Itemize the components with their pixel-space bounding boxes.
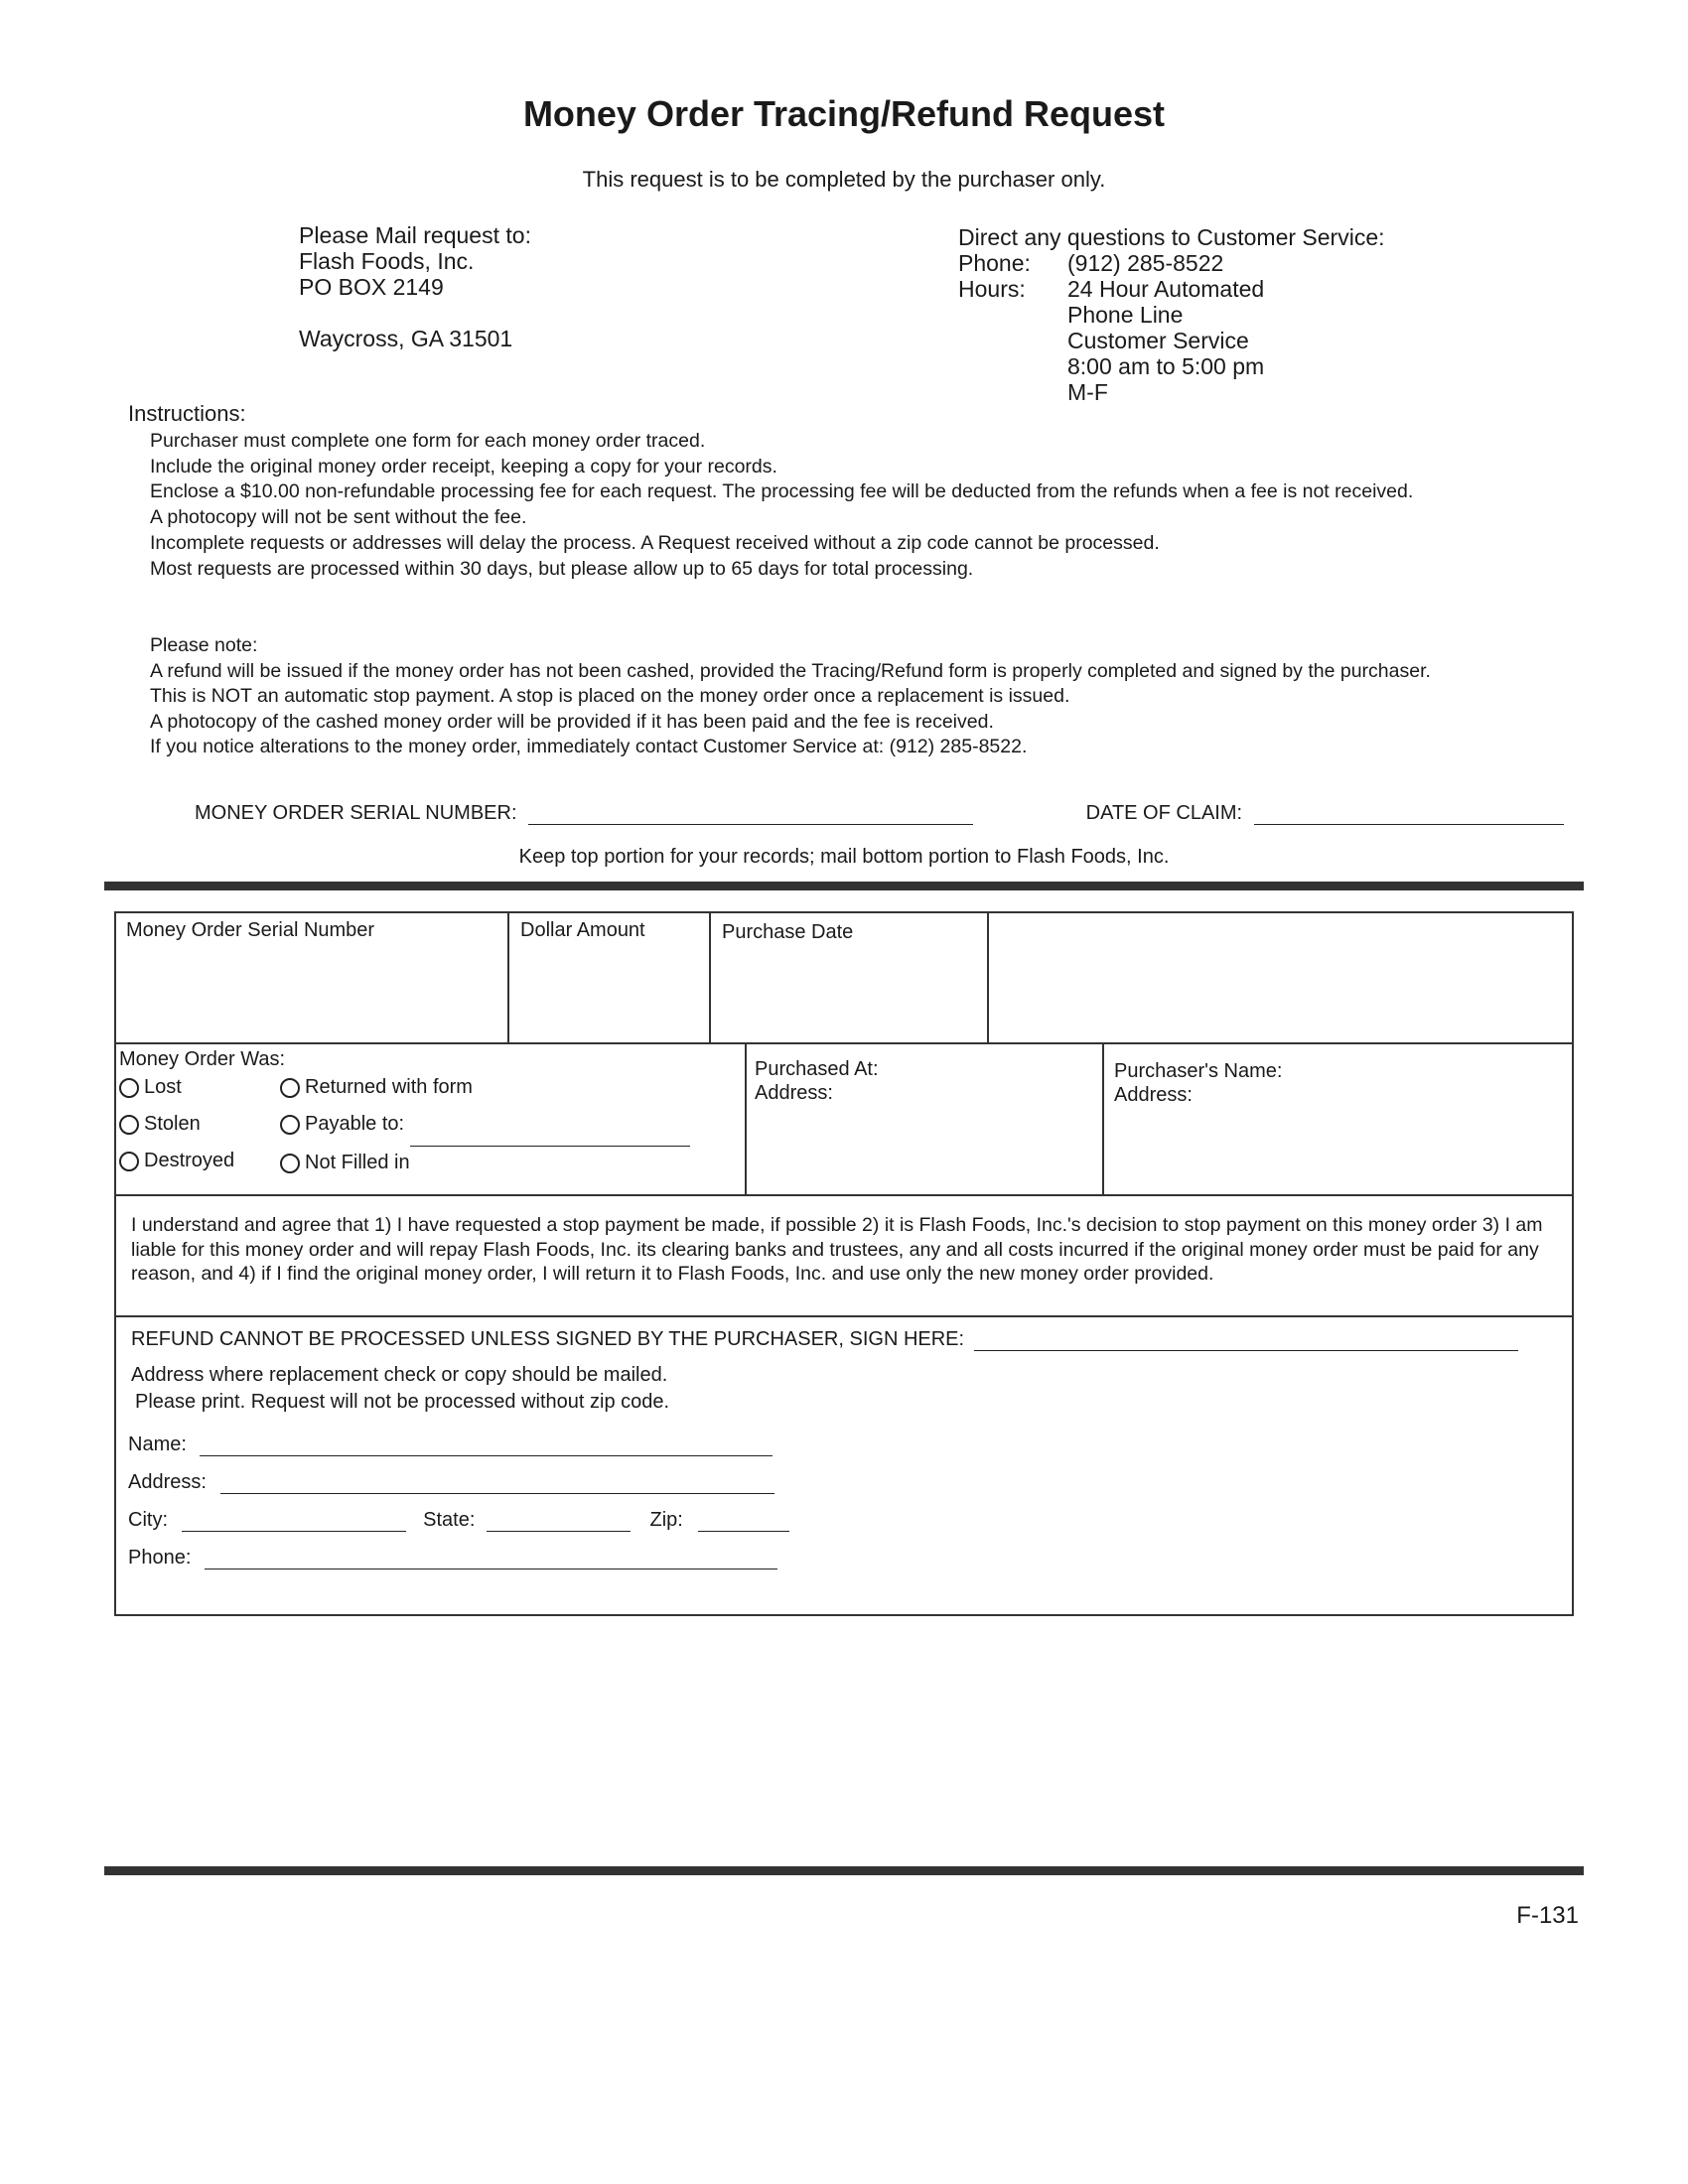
keep-top-note: Keep top portion for your records; mail bottom portion to Flash Foods, Inc.: [518, 846, 1170, 868]
divider: [709, 913, 711, 1042]
mail-city: Waycross, GA 31501: [299, 326, 513, 351]
city-state-zip-row: [128, 1509, 789, 1532]
date-of-claim-label: DATE OF CLAIM:: [1085, 802, 1243, 824]
radio-returned[interactable]: [280, 1076, 473, 1099]
instruction-item: A photocopy will not be sent without the fee.: [150, 506, 527, 529]
zip-field[interactable]: [698, 1509, 789, 1532]
city-field[interactable]: [182, 1509, 406, 1532]
mail-to-block: [299, 222, 531, 351]
divider: [507, 913, 509, 1042]
name-row: [128, 1433, 773, 1456]
address-row: [128, 1471, 774, 1494]
note-block: [150, 633, 1431, 760]
instruction-item: Purchaser must complete one form for each money order traced.: [150, 430, 706, 452]
mail-po-box: PO BOX 2149: [299, 274, 444, 300]
address-note: Please print. Request will not be processed without zip code.: [135, 1391, 670, 1413]
divider: [116, 1042, 1572, 1044]
signature-field[interactable]: [974, 1328, 1518, 1351]
note-item: If you notice alterations to the money order, immediately contact Customer Service at: (912) 285-8522.: [150, 736, 1028, 757]
payable-to-field[interactable]: [410, 1126, 690, 1147]
page-subtitle: This request is to be completed by the purchaser only.: [582, 167, 1106, 192]
instructions-list: [150, 429, 1413, 582]
divider: [1102, 1042, 1104, 1194]
radio-lost[interactable]: [119, 1076, 182, 1099]
radio-circle-icon: [280, 1154, 300, 1173]
contact-block: [958, 224, 1385, 405]
hours-line: Phone Line: [1067, 302, 1184, 328]
note-item: A photocopy of the cashed money order will be provided if it has been paid and the fee is received.: [150, 710, 994, 733]
date-of-claim-field[interactable]: [1254, 800, 1564, 825]
purchase-date-cell-label: Purchase Date: [722, 921, 854, 943]
radio-destroyed-label: Destroyed: [144, 1150, 235, 1171]
serial-claim-row: [195, 800, 1564, 825]
instruction-item: Include the original money order receipt, keeping a copy for your records.: [150, 455, 777, 478]
radio-circle-icon: [119, 1115, 139, 1135]
serial-number-cell-label: Money Order Serial Number: [126, 919, 375, 941]
instruction-item: Incomplete requests or addresses will delay the process. A Request received without a zip code cannot be processed.: [150, 531, 1160, 554]
address-field[interactable]: [220, 1471, 774, 1494]
purchaser-address-label: Address:: [1114, 1084, 1193, 1106]
hours-line: 8:00 am to 5:00 pm: [1067, 353, 1265, 379]
radio-circle-icon: [119, 1078, 139, 1098]
phone-row: [128, 1547, 777, 1570]
hours-line: 24 Hour Automated: [1067, 276, 1265, 302]
divider: [116, 1315, 1572, 1317]
serial-number-label: MONEY ORDER SERIAL NUMBER:: [195, 802, 517, 824]
purchased-at-address-label: Address:: [755, 1082, 833, 1104]
agreement-text: I understand and agree that 1) I have requested a stop payment be made, if possible 2) it is Flash Foods, Inc.'s decision to stop payment on this money order 3) I am liable for this money order and will repay Flash Foods, Inc. its clearing banks and trustees, any and all costs incurred if the original money order must be paid for any reason, and 4) if I find the original money order, I will return it to Flash Foods, Inc. and use only the new money order provided.: [131, 1214, 1543, 1285]
refund-form: [114, 911, 1574, 1616]
phone-label: Phone:: [128, 1547, 192, 1569]
phone-field[interactable]: [205, 1547, 777, 1570]
radio-not-filled[interactable]: [280, 1152, 410, 1174]
radio-returned-label: Returned with form: [305, 1076, 473, 1098]
name-field[interactable]: [200, 1433, 773, 1456]
hours-value: [1067, 276, 1264, 405]
contact-heading: Direct any questions to Customer Service:: [958, 224, 1385, 250]
mail-company: Flash Foods, Inc.: [299, 248, 475, 274]
radio-payable[interactable]: [280, 1113, 690, 1136]
divider-bar: [104, 1866, 1584, 1875]
instruction-item: Most requests are processed within 30 days, but please allow up to 65 days for total processing.: [150, 557, 974, 580]
divider: [745, 1042, 747, 1194]
radio-lost-label: Lost: [144, 1076, 182, 1098]
radio-payable-label: Payable to:: [305, 1113, 405, 1135]
divider: [987, 913, 989, 1042]
instruction-item: Enclose a $10.00 non-refundable processing fee for each request. The processing fee will be deducted from the refunds when a fee is not received.: [150, 480, 1414, 503]
phone-label: Phone:: [958, 250, 1031, 276]
address-label: Address:: [128, 1471, 207, 1493]
page-title: Money Order Tracing/Refund Request: [522, 93, 1166, 134]
note-heading: Please note:: [150, 634, 258, 656]
hours-label: Hours:: [958, 276, 1026, 302]
divider: [116, 1194, 1572, 1196]
instructions-heading: Instructions:: [128, 401, 246, 426]
note-item: This is NOT an automatic stop payment. A stop is placed on the money order once a replacement is issued.: [150, 685, 1070, 707]
serial-number-field[interactable]: [528, 800, 973, 825]
address-instructions: [131, 1362, 669, 1416]
radio-not-filled-label: Not Filled in: [305, 1152, 410, 1173]
radio-stolen[interactable]: [119, 1113, 201, 1136]
zip-label: Zip:: [649, 1509, 683, 1531]
note-item: A refund will be issued if the money order has not been cashed, provided the Tracing/Refund form is properly completed and signed by the purchaser.: [150, 659, 1431, 682]
state-label: State:: [423, 1509, 476, 1531]
purchased-at-label: Purchased At:: [755, 1058, 879, 1080]
money-order-was-label: Money Order Was:: [119, 1048, 286, 1070]
name-label: Name:: [128, 1433, 187, 1455]
hours-line: M-F: [1067, 379, 1108, 405]
mail-heading: Please Mail request to:: [299, 222, 531, 248]
radio-circle-icon: [119, 1152, 139, 1171]
signature-label: REFUND CANNOT BE PROCESSED UNLESS SIGNED BY THE PURCHASER, SIGN HERE:: [131, 1328, 965, 1350]
hours-line: Customer Service: [1067, 328, 1249, 353]
form-code: F-131: [1516, 1902, 1579, 1929]
divider-bar: [104, 882, 1584, 890]
address-note: Address where replacement check or copy should be mailed.: [131, 1364, 668, 1386]
dollar-amount-cell-label: Dollar Amount: [520, 919, 645, 941]
signature-row: [131, 1328, 1518, 1351]
city-label: City:: [128, 1509, 168, 1531]
contact-hours-row: [958, 276, 1385, 405]
radio-circle-icon: [280, 1115, 300, 1135]
radio-circle-icon: [280, 1078, 300, 1098]
state-field[interactable]: [487, 1509, 631, 1532]
contact-phone-row: [958, 250, 1385, 276]
phone-value: (912) 285-8522: [1067, 250, 1224, 276]
purchaser-name-label: Purchaser's Name:: [1114, 1060, 1283, 1082]
radio-destroyed[interactable]: [119, 1150, 234, 1172]
radio-stolen-label: Stolen: [144, 1113, 201, 1135]
